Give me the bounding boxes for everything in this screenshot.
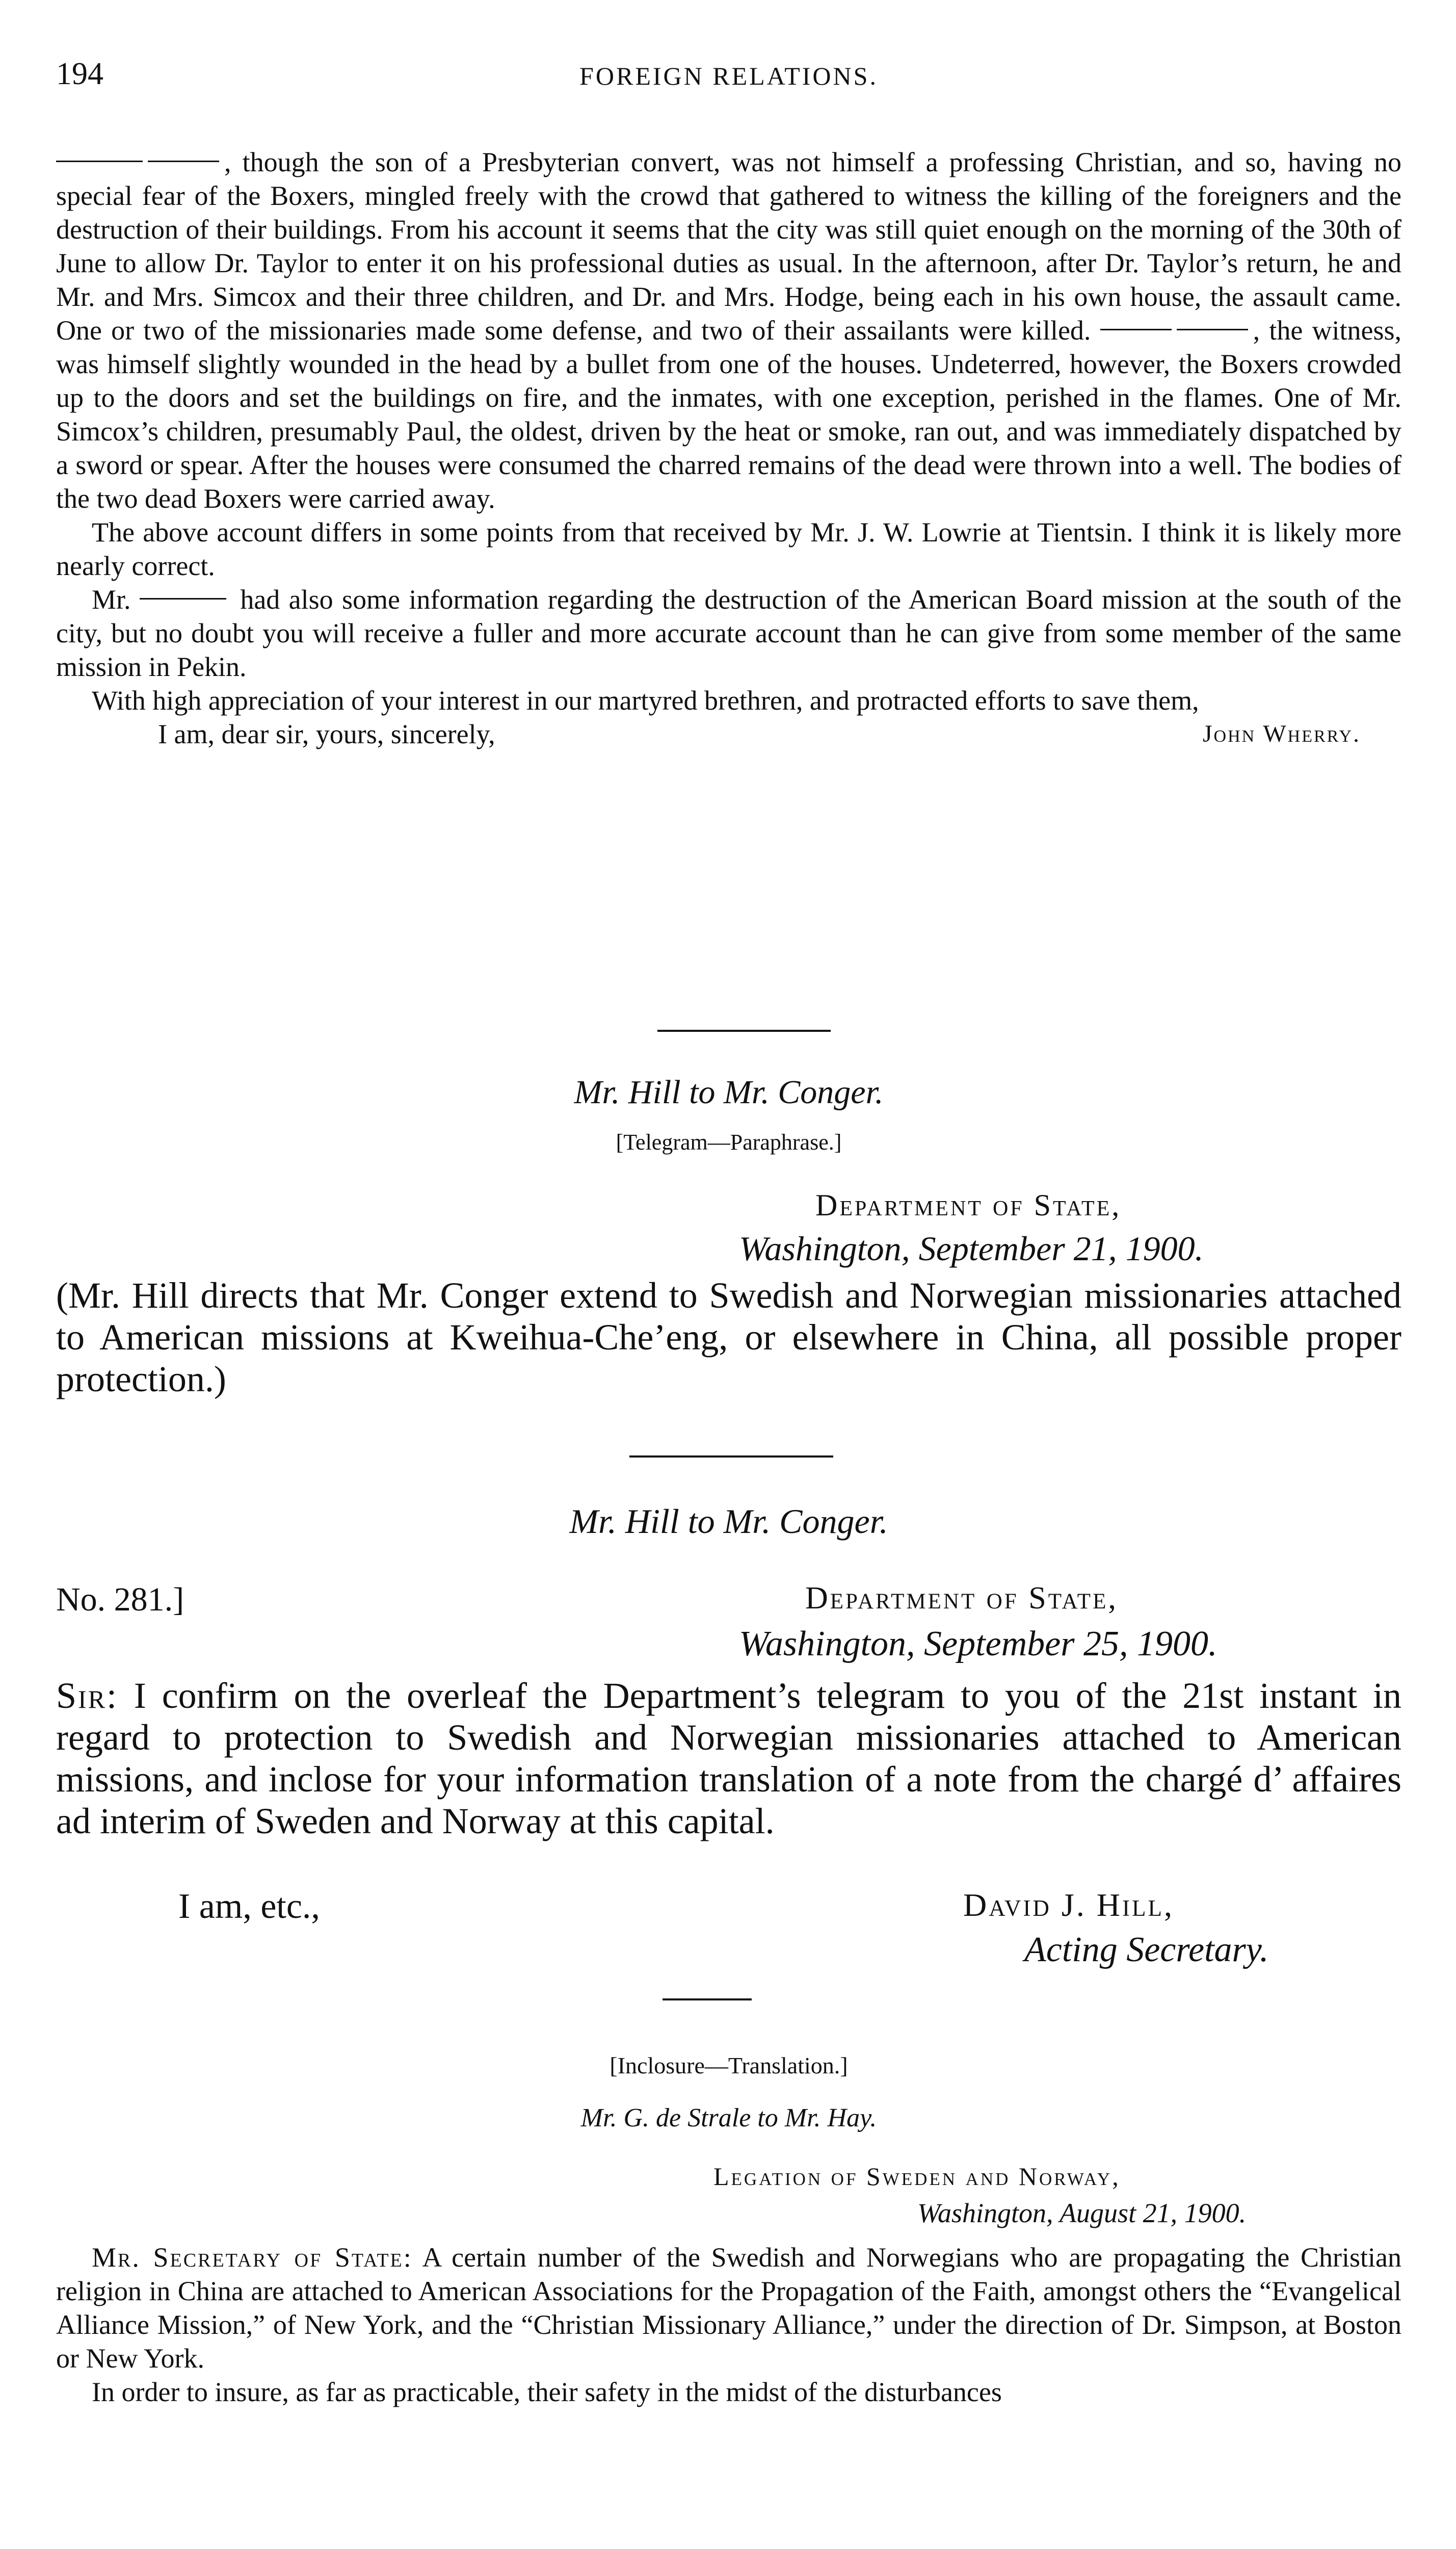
paragraph: With high appreciation of your interest in our martyred brethren, and protracted efforts to save them, (92, 685, 1199, 716)
redaction-dash (140, 598, 226, 600)
salutation: Mr. Secretary of State: (92, 2242, 413, 2273)
closing-row (56, 717, 1401, 751)
letter2-heading: Mr. Hill to Mr. Conger. (569, 1502, 888, 1541)
department-label: Department of State, (815, 1188, 1122, 1222)
inclosure-body (56, 2241, 1401, 2409)
salutation: Sir: (56, 1675, 119, 1716)
paragraph: Mr. had also some information regarding the destruction of the American Board mission at the south of the city, but no doubt you will receive a fuller and more accurate account than he can give from some member of the same mission in Pekin. (56, 584, 1401, 682)
dateline: Washington, September 21, 1900. (739, 1229, 1204, 1268)
signature-title: Acting Secretary. (1024, 1930, 1269, 1969)
section-divider (657, 1030, 831, 1032)
dateline: Washington, September 25, 1900. (739, 1624, 1217, 1663)
telegram-body: (Mr. Hill directs that Mr. Conger extend to Swedish and Norwegian missionaries attached to American missions at Kweihua-Che’eng, or elsewhere in China, all possible proper protection.) (56, 1275, 1401, 1399)
signature: David J. Hill, (963, 1887, 1174, 1923)
telegram-heading: Mr. Hill to Mr. Conger. (574, 1074, 884, 1111)
closing: I am, etc., (178, 1887, 320, 1926)
redaction-dash (56, 161, 143, 162)
dateline: Washington, August 21, 1900. (917, 2198, 1247, 2228)
closing: I am, dear sir, yours, sincerely, (158, 719, 495, 749)
redaction-dash (1100, 329, 1172, 330)
page-number: 194 (56, 57, 103, 91)
legation-label: Legation of Sweden and Norway, (713, 2162, 1121, 2191)
telegram-note: [Telegram—Paraphrase.] (616, 1130, 842, 1155)
letter2-body: Sir: I confirm on the overleaf the Department’s telegram to you of the 21st instant in regard to protection to Swedish and Norwegian missionaries attached to American missions, and inclose for your information translation of a note from the chargé d’ affaires ad interim of Sweden and Norway at this capital. (56, 1675, 1401, 1841)
dispatch-number: No. 281.] (56, 1581, 184, 1618)
section-divider (629, 1455, 833, 1458)
inclosure-heading: Mr. G. de Strale to Mr. Hay. (580, 2103, 877, 2132)
inclosure-note: [Inclosure—Translation.] (610, 2052, 848, 2078)
redaction-dash (148, 161, 219, 162)
paragraph: The above account differs in some points from that received by Mr. J. W. Lowrie at Tientsin. I think it is likely more nearly correct. (56, 517, 1401, 581)
letter-wherry-body (56, 145, 1401, 751)
page-header (56, 56, 1401, 102)
paragraph: In order to insure, as far as practicable, their safety in the midst of the disturbances (92, 2377, 1002, 2407)
signature: John Wherry. (1202, 720, 1361, 747)
paragraph: Mr. Secretary of State: A certain number of the Swedish and Norwegians who are propagating the Christian religion in China are attached to American Associations for the Propagation of the Faith, amongst others the “Evangelical Alliance Mission,” of New York, and the “Christian Missionary Alliance,” under the direction of Dr. Simpson, at Boston or New York. (56, 2242, 1401, 2374)
section-divider (663, 1998, 752, 2000)
paragraph: , though the son of a Presbyterian convert, was not himself a professing Christian, and so, having no special fear of the Boxers, mingled freely with the crowd that gathered to witness the killing of the foreigners and the destruction of their buildings. From his account it seems that the city was still quiet enough on the morning of the 30th of June to allow Dr. Taylor to enter it on his professional duties as usual. In the afternoon, after Dr. Taylor’s return, he and Mr. and Mrs. Simcox and their three children, and Dr. and Mrs. Hodge, being each in his own house, the assault came. One or two of the missionaries made some defense, and two of their assailants were killed. , the witness, was himself slightly wounded in the head by a bullet from one of the houses. Undeterred, however, the Boxers crowded up to the doors and set the buildings on fire, and the inmates, with one exception, perished in the flames. One of Mr. Simcox’s children, presumably Paul, the oldest, driven by the heat or smoke, ran out, and was immediately dispatched by a sword or spear. After the houses were consumed the charred remains of the dead were thrown into a well. The bodies of the two dead Boxers were carried away. (56, 147, 1401, 514)
department-label: Department of State, (805, 1581, 1118, 1616)
running-title: FOREIGN RELATIONS. (579, 62, 878, 90)
redaction-dash (1177, 329, 1248, 330)
